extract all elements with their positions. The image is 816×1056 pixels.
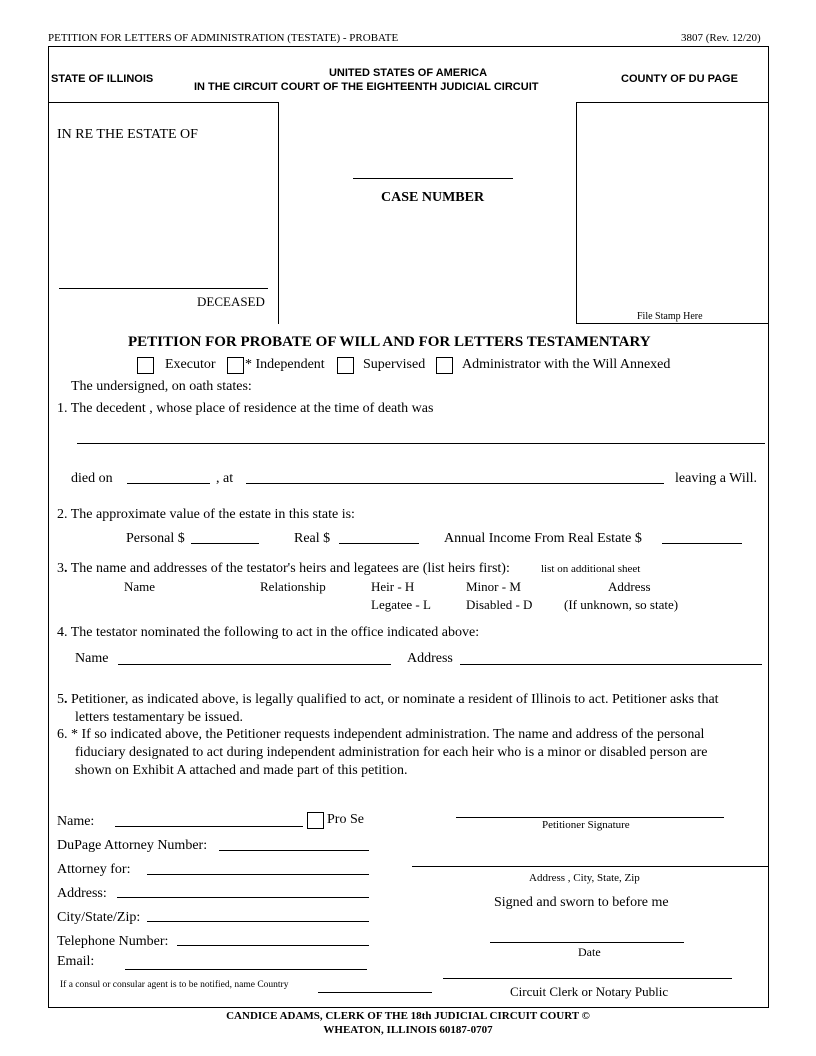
email-label: Email: bbox=[57, 954, 95, 969]
footer-line1: CANDICE ADAMS, CLERK OF THE 18th JUDICIAL CIRCUIT COURT © bbox=[226, 1010, 590, 1022]
form-number: 3807 (Rev. 12/20) bbox=[681, 32, 761, 44]
executor-label: Executor bbox=[165, 357, 216, 372]
petitioner-signature-label: Petitioner Signature bbox=[542, 819, 630, 831]
pro-se-label: Pro Se bbox=[327, 812, 364, 827]
estate-name-line bbox=[59, 288, 268, 289]
file-stamp-box bbox=[576, 102, 768, 324]
item6-line3: shown on Exhibit A attached and made part of this petition. bbox=[75, 763, 408, 778]
additional-sheet-note: list on additional sheet bbox=[541, 563, 641, 575]
item5-line2: letters testamentary be issued. bbox=[75, 710, 243, 725]
item3-text bbox=[57, 561, 510, 577]
item6-line1: 6. * If so indicated above, the Petitioner requests independent administration. The name and address of the personal bbox=[57, 727, 705, 742]
consul-label: If a consul or consular agent is to be notified, name Country bbox=[60, 980, 289, 990]
annual-income-field[interactable] bbox=[662, 543, 742, 544]
petitioner-address-line[interactable] bbox=[412, 866, 768, 867]
date-line[interactable] bbox=[490, 942, 684, 943]
independent-checkbox[interactable] bbox=[227, 357, 244, 374]
frame-bottom bbox=[48, 1007, 769, 1008]
item5-line1 bbox=[57, 692, 719, 708]
footer-line2: WHEATON, ILLINOIS 60187-0707 bbox=[323, 1024, 493, 1036]
form-title: PETITION FOR LETTERS OF ADMINISTRATION (TESTATE) - PROBATE bbox=[48, 32, 399, 44]
administrator-label: Administrator with the Will Annexed bbox=[462, 357, 671, 372]
case-number-label: CASE NUMBER bbox=[381, 190, 485, 205]
item4-text: 4. The testator nominated the following to act in the office indicated above: bbox=[57, 625, 480, 640]
col-legatee: Legatee - L bbox=[371, 597, 431, 612]
residence-field[interactable] bbox=[77, 443, 765, 444]
clerk-notary-label: Circuit Clerk or Notary Public bbox=[510, 984, 669, 999]
signed-sworn-label: Signed and sworn to before me bbox=[494, 895, 669, 910]
at-label: , at bbox=[216, 471, 234, 486]
nominee-address-field[interactable] bbox=[460, 664, 762, 665]
independent-label: * Independent bbox=[245, 357, 325, 372]
nominee-name-field[interactable] bbox=[118, 664, 391, 665]
administrator-checkbox[interactable] bbox=[436, 357, 453, 374]
city-state-zip-label: City/State/Zip: bbox=[57, 910, 141, 925]
col-heir: Heir - H bbox=[371, 579, 415, 594]
email-field[interactable] bbox=[125, 969, 367, 970]
telephone-field[interactable] bbox=[177, 945, 369, 946]
address-field[interactable] bbox=[117, 897, 369, 898]
deceased-label: DECEASED bbox=[197, 294, 265, 309]
petition-title: PETITION FOR PROBATE OF WILL AND FOR LETTERS TESTAMENTARY bbox=[128, 334, 651, 350]
telephone-label: Telephone Number: bbox=[57, 934, 169, 949]
file-stamp-label: File Stamp Here bbox=[637, 311, 703, 322]
dupage-number-label: DuPage Attorney Number: bbox=[57, 838, 208, 853]
col-name: Name bbox=[124, 579, 156, 594]
item5-number: 5 bbox=[57, 692, 64, 707]
date-of-death-field[interactable] bbox=[127, 483, 210, 484]
nominee-name-label: Name bbox=[75, 651, 109, 666]
item2-text: 2. The approximate value of the estate in this state is: bbox=[57, 507, 355, 522]
estate-box-top bbox=[48, 102, 278, 103]
supervised-checkbox[interactable] bbox=[337, 357, 354, 374]
attorney-for-field[interactable] bbox=[147, 874, 369, 875]
col-minor: Minor - M bbox=[466, 579, 521, 594]
state-label: STATE OF ILLINOIS bbox=[51, 73, 154, 85]
estate-box-right bbox=[278, 102, 279, 324]
city-state-zip-field[interactable] bbox=[147, 921, 369, 922]
attorney-name-field[interactable] bbox=[115, 826, 303, 827]
col-unknown: (If unknown, so state) bbox=[564, 597, 679, 612]
col-disabled: Disabled - D bbox=[466, 597, 533, 612]
address-label: Address: bbox=[57, 886, 107, 901]
address-city-label: Address , City, State, Zip bbox=[529, 872, 640, 884]
intro-text: The undersigned, on oath states: bbox=[71, 379, 252, 394]
court-label: IN THE CIRCUIT COURT OF THE EIGHTEENTH JUDICIAL CIRCUIT bbox=[194, 81, 539, 93]
case-number-line[interactable] bbox=[353, 178, 513, 179]
nominee-address-label: Address bbox=[407, 651, 453, 666]
place-of-death-field[interactable] bbox=[246, 483, 664, 484]
attorney-name-label: Name: bbox=[57, 814, 95, 829]
item1-text: 1. The decedent , whose place of residence at the time of death was bbox=[57, 401, 434, 416]
col-relationship: Relationship bbox=[260, 579, 326, 594]
attorney-for-label: Attorney for: bbox=[57, 862, 131, 877]
real-field[interactable] bbox=[339, 543, 419, 544]
col-address: Address bbox=[608, 579, 651, 594]
header-rule bbox=[48, 46, 769, 47]
in-re-label: IN RE THE ESTATE OF bbox=[57, 127, 198, 142]
item6-line2: fiduciary designated to act during independent administration for each heir who is a minor or disabled person are bbox=[75, 745, 708, 760]
died-on-label: died on bbox=[71, 471, 113, 486]
frame-right bbox=[768, 46, 769, 1008]
country-label: UNITED STATES OF AMERICA bbox=[328, 67, 488, 79]
item3-dot: . bbox=[64, 561, 68, 576]
item3-label: The name and addresses of the testator's heirs and legatees are (list heirs first): bbox=[70, 561, 510, 576]
executor-checkbox[interactable] bbox=[137, 357, 154, 374]
personal-field[interactable] bbox=[191, 543, 259, 544]
consul-country-field[interactable] bbox=[318, 992, 432, 993]
date-label: Date bbox=[578, 945, 601, 959]
item5-text: Petitioner, as indicated above, is legally qualified to act, or nominate a resident of Illinois to act. Petitioner asks that bbox=[67, 692, 719, 707]
petitioner-signature-line[interactable] bbox=[456, 817, 724, 818]
personal-label: Personal $ bbox=[126, 531, 185, 546]
leaving-will-label: leaving a Will. bbox=[675, 471, 757, 486]
annual-income-label: Annual Income From Real Estate $ bbox=[444, 531, 642, 546]
dupage-number-field[interactable] bbox=[219, 850, 369, 851]
pro-se-checkbox[interactable] bbox=[307, 812, 324, 829]
real-label: Real $ bbox=[294, 531, 331, 546]
clerk-signature-line[interactable] bbox=[443, 978, 732, 979]
item3-number: 3 bbox=[57, 561, 64, 576]
item5-dot: . bbox=[64, 692, 68, 707]
county-label: COUNTY OF DU PAGE bbox=[621, 73, 738, 85]
frame-left bbox=[48, 46, 49, 1008]
supervised-label: Supervised bbox=[363, 357, 426, 372]
